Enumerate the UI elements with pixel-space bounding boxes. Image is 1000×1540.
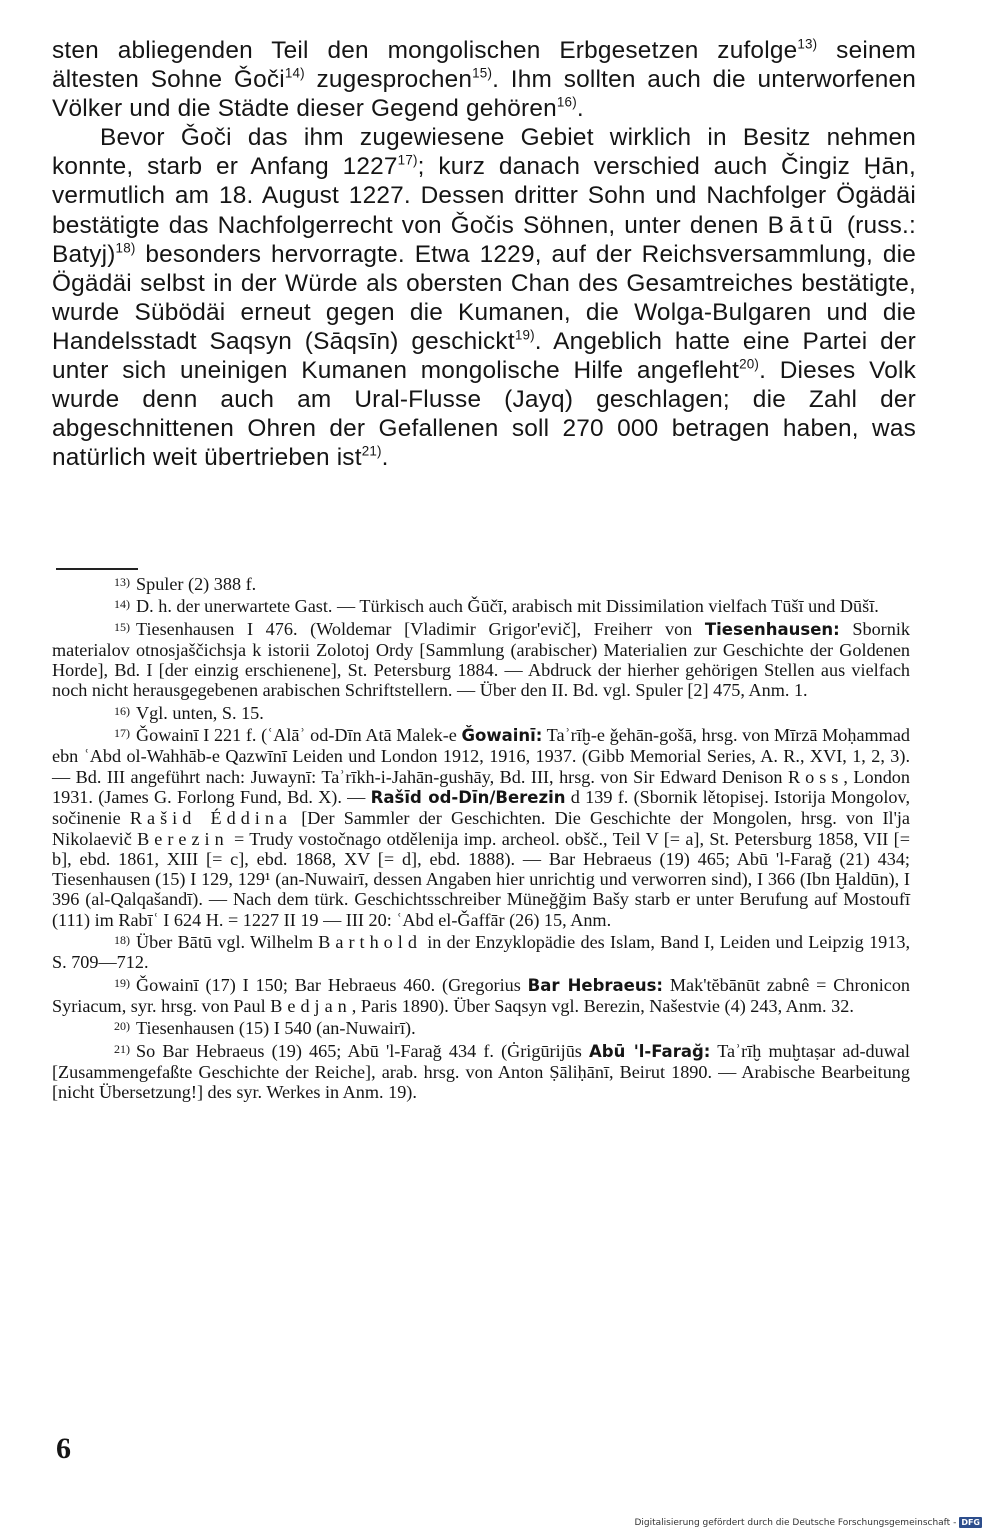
footnote-text: Tiesenhausen I 476. (Woldemar [Vladimir Grigor'evič], Freiherr von	[136, 618, 705, 639]
text: ; kurz danach verschied auch Čingiz Ḫān, vermutlich am 18. August 1227. Dessen dritter Sohn und Nachfolger Ögädäi bestätigte das Nachfolgerrecht von Ǧočis Söhnen, unter denen	[52, 153, 917, 239]
footnote-ref-13[interactable]: 13)	[797, 36, 818, 52]
footnote-21	[52, 1039, 910, 1103]
spaced-name: Rašid Éddina	[129, 808, 293, 829]
spaced-name: Bedjan	[270, 995, 352, 1016]
text: .	[576, 95, 584, 123]
footnote-text: Sbornik materialov otnosjaščichsja k istorii Zolotoj Ordy [Sammlung (arabischer) Materialien zur Geschichte der Goldenen Horde], Bd. I [der einzig erschienene], St. Petersburg 1884. — Abdruck der hierher gehörigen Stellen aus vielfach noch nicht herausgegebenen arabischen Schriftstellern. — Über den II. Bd. vgl. Spuler [2] 475, Anm. 1.	[52, 618, 910, 701]
footnote-text: So Bar Hebraeus (19) 465; Abū 'l-Farağ 434 f. (Ġrigūrijūs	[136, 1040, 590, 1061]
bold-author: Bar Hebraeus:	[527, 975, 664, 995]
footnote-text: Tiesenhausen (15) I 540 (an-Nuwairī).	[136, 1018, 416, 1039]
text: besonders hervorragte. Etwa 1229, auf der Reichsversammlung, die Ögädäi selbst in der Würde als obersten Chan des Gesamtreiches bestätigte, wurde Sübödäi erneut gegen die Kumanen, die Wolga-Bulgaren und die Handelsstadt Saqsyn (Sāqsīn) geschickt	[52, 240, 916, 355]
footer-text: Digitalisierung gefördert durch die Deutsche Forschungsgemeinschaft -	[634, 1517, 957, 1528]
page-number: 6	[56, 1432, 71, 1465]
footnote-number: 13)	[114, 575, 130, 589]
footnote-number: 20)	[114, 1019, 130, 1034]
footnote-text: in der Enzyklopädie des Islam, Band I, Leiden und Leipzig 1913, S. 709—712.	[52, 932, 910, 973]
footnote-text: Ǧowainī I 221 f. (ʿAlāʾ od-Dīn Atā Malek-e	[136, 725, 462, 746]
footnote-ref-16[interactable]: 16)	[556, 94, 577, 110]
spaced-name: Barthold	[318, 932, 422, 953]
footnote-ref-17[interactable]: 17)	[397, 152, 418, 168]
funding-footer	[634, 1517, 982, 1528]
text: Bevor Ǧoči das ihm zugewiesene Gebiet wirklich in Besitz nehmen konnte, starb er Anfang 1227	[52, 124, 916, 181]
footnote-text: [Der Sammler der Geschichten. Die Geschichte der Mongolen, hrsg. von Il'ja Nikolaevič	[52, 808, 910, 849]
text: . Ihm sollten auch die unterworfenen Völker und die Städte dieser Gegend gehören	[52, 66, 916, 123]
text: zugesprochen	[304, 66, 473, 94]
footnote-ref-21[interactable]: 21)	[361, 443, 382, 459]
footnote-15	[52, 617, 910, 701]
footnote-ref-15[interactable]: 15)	[472, 65, 493, 81]
footnote-text: , Paris 1890). Über Saqsyn vgl. Berezin, Našestvie (4) 243, Anm. 32.	[351, 995, 854, 1016]
text: sten abliegenden Teil den mongolischen Erbgesetzen zufolge	[52, 37, 798, 64]
footnote-text: Über Bātū vgl. Wilhelm	[136, 932, 319, 953]
text: seinem ältesten Sohne Ǧoči	[52, 37, 916, 94]
body-text	[52, 36, 916, 472]
footnote-text: Taʾrīḫ-e ǧehān-gošā, hrsg. von Mīrzā Moḥammad ebn ʿAbd ol-Wahhāb-e Qazwīnī Leiden und London 1912, 1916, 1937. (Gibb Memorial Series, A. R., XVI, 1, 2, 3). — Bd. III angeführt nach: Juwaynī: Taʾrīkh-i-Jahān-gushāy, Bd. III, hrsg. von Sir Edward Denison	[52, 725, 910, 787]
footnote-text: Vgl. unten, S. 15.	[136, 702, 264, 723]
footnotes	[52, 572, 910, 1102]
footnote-ref-14[interactable]: 14)	[284, 65, 305, 81]
footnote-number: 18)	[114, 933, 130, 948]
footnote-ref-18[interactable]: 18)	[115, 240, 136, 256]
bold-author: Abū 'l-Farağ:	[589, 1041, 711, 1061]
footnote-16	[52, 701, 910, 723]
footnote-text: , London 1931. (James G. Forlong Fund, Bd. X). —	[52, 766, 910, 807]
footnote-20	[52, 1016, 910, 1038]
footnote-17	[52, 723, 910, 930]
spaced-name: Ross	[788, 766, 844, 787]
footnote-19	[52, 973, 910, 1017]
footnote-text: d 139 f. (Sbornik lětopisej. Istorija Mongolov, sočinenie	[52, 786, 910, 829]
footnote-number: 17)	[114, 726, 130, 741]
footnote-text: Taʾrīḫ muḫtaṣar ad-duwal [Zusammengefaßte Geschichte der Reiche], arab. hrsg. von Anton Ṣāliḥānī, Beirut 1890. — Arabische Bearbeitung [nicht Übersetzung!] des syr. Werkes in Anm. 19).	[52, 1040, 910, 1103]
footnote-18	[52, 930, 910, 973]
bold-author: Ǧowainī:	[461, 726, 543, 746]
spaced-name: Berezin	[137, 828, 229, 849]
paragraph-1	[52, 36, 916, 123]
footnote-text: Mak'tĕbānūt zabnê = Chronicon Syriacum, syr. hrsg. von Paul	[52, 974, 911, 1016]
spaced-name-batu: Bātū	[767, 211, 838, 239]
bold-author: Rašīd od-Dīn/Berezin	[370, 787, 566, 807]
footnote-number: 15)	[114, 619, 130, 634]
text: .	[381, 444, 389, 472]
footnote-number: 16)	[114, 703, 130, 718]
footnote-13	[52, 572, 910, 594]
footnote-text: D. h. der unerwartete Gast. — Türkisch auch Ǧūčī, arabisch mit Dissimilation vielfach Tūšī und Dūšī.	[136, 596, 879, 617]
footnote-ref-20[interactable]: 20)	[739, 356, 760, 372]
paragraph-2	[52, 123, 916, 472]
text: . Angeblich hatte eine Partei der unter sich uneinigen Kumanen mongolische Hilfe angefleht	[52, 327, 917, 385]
footnote-number: 14)	[114, 597, 130, 612]
dfg-logo-icon: DFG	[961, 1518, 980, 1527]
footnote-text: Ǧowainī (17) I 150; Bar Hebraeus 460. (Gregorius	[136, 974, 528, 995]
footnote-number: 21)	[114, 1041, 130, 1056]
text: . Dieses Volk wurde denn auch am Ural-Flusse (Jayq) geschlagen; die Zahl der abgeschnittenen Ohren der Gefallenen soll 270 000 betragen haben, was natürlich weit übertrieben ist	[52, 357, 916, 472]
footnote-text: = Trudy vostočnago otdělenija imp. archeol. obšč., Teil V [= a], St. Petersburg 1858, VII [= b], ebd. 1861, XIII [= c], ebd. 1868, XV [= d], ebd. 1888). — Bar Hebraeus (19) 465; Abū 'l-Farağ (21) 434; Tiesenhausen (15) I 129, 129¹ (an-Nuwairī, dessen Angaben hier unrichtig und verworren sind), I 366 (Ibn Ḫaldūn), I 396 (al-Qalqašandī). — Nach dem türk. Geschichtsschreiber Müneğğim Bašy starb er unter Berufung auf Mostoufī (111) im Rabīʿ I 624 H. = 1227 II 19 — III 20: ʿAbd el-Ǧaffār (26) 15, Anm.	[52, 828, 910, 930]
footnote-ref-19[interactable]: 19)	[514, 327, 535, 343]
footnote-number: 19)	[114, 975, 130, 990]
footnote-text: Spuler (2) 388 f.	[136, 574, 257, 594]
text: (russ.: Batyj)	[52, 211, 916, 268]
bold-author: Tiesenhausen:	[704, 619, 840, 639]
footnote-divider	[56, 568, 138, 570]
footnote-14	[52, 594, 910, 616]
